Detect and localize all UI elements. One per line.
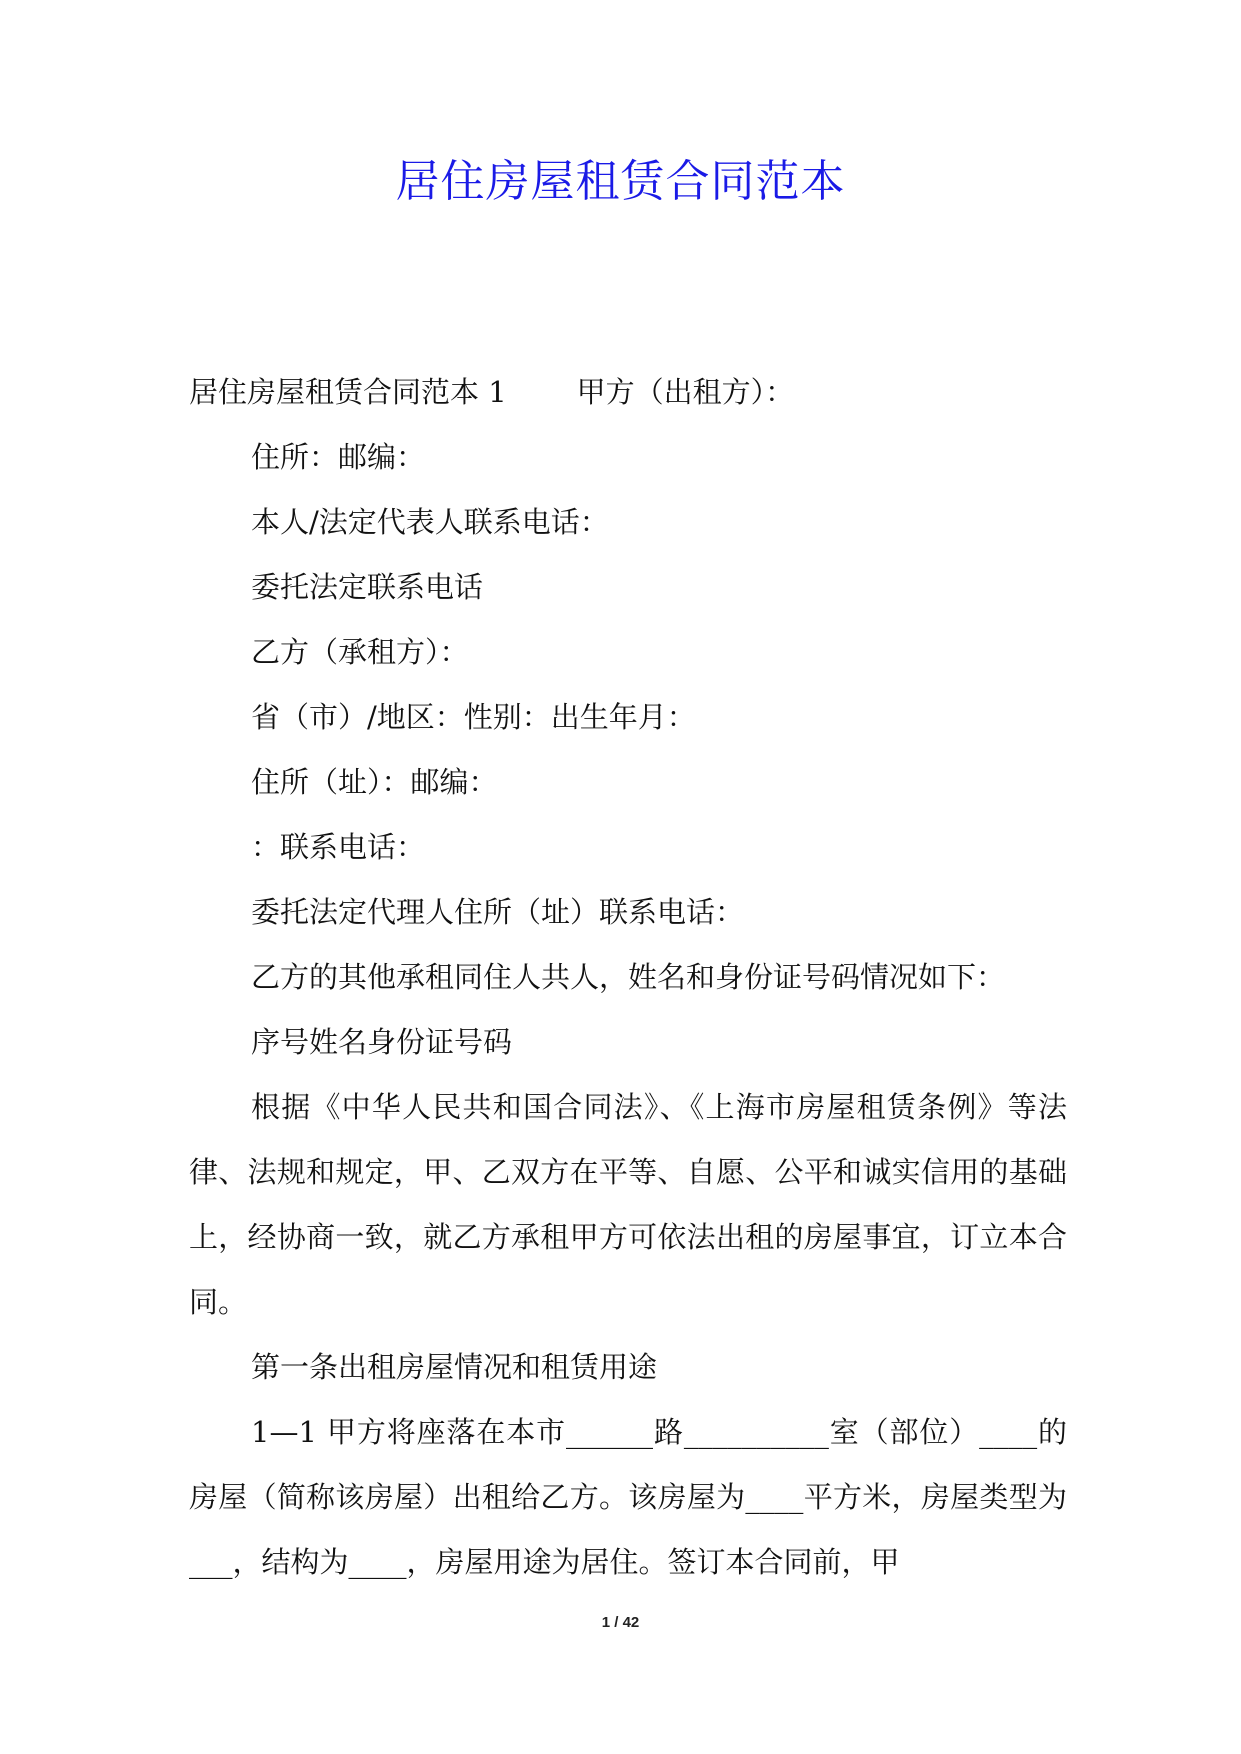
address2-postcode-line: 住所（址）：邮编： (251, 765, 498, 799)
document-body (189, 360, 1067, 1595)
party-b-line: 乙方（承租方）： (251, 635, 469, 669)
agent-phone-line: 委托法定联系电话 (251, 570, 484, 604)
agent-address-phone-line: 委托法定代理人住所（址）联系电话： (251, 895, 745, 929)
table-header-line: 序号姓名身份证号码 (251, 1025, 513, 1059)
party-a-label: 甲方（出租方）： (576, 375, 795, 409)
page-indicator: 1 / 42 (601, 1614, 640, 1631)
cotenants-intro-line: 乙方的其他承租同住人共人，姓名和身份证号码情况如下： (251, 960, 1006, 994)
article1-heading: 第一条出租房屋情况和租赁用途 (251, 1350, 658, 1384)
article1-clause1: 1—1 甲方将座落在本市______路__________室（部位）____的房屋（简称该房屋）出租给乙方。该房屋为____平方米，房屋类型为___，结构为____，房屋用途为居住。签订本合同前，甲 (189, 1415, 1067, 1579)
legal-rep-phone-line: 本人/法定代表人联系电话： (251, 505, 609, 539)
contact-phone-line: ：联系电话： (251, 830, 426, 864)
basis-paragraph: 根据《中华人民共和国合同法》、《上海市房屋租赁条例》等法律、法规和规定，甲、乙双方在平等、自愿、公平和诚实信用的基础上，经协商一致，就乙方承租甲方可依法出租的房屋事宜，订立本合同。 (189, 1090, 1067, 1319)
province-gender-birth-line: 省（市）/地区：性别：出生年月： (251, 700, 696, 734)
document-title: 居住房屋租赁合同范本 (395, 156, 846, 207)
contract-heading: 居住房屋租赁合同范本 1 (189, 375, 507, 409)
heading-line (189, 360, 1067, 425)
address-postcode-line: 住所：邮编： (251, 440, 426, 474)
